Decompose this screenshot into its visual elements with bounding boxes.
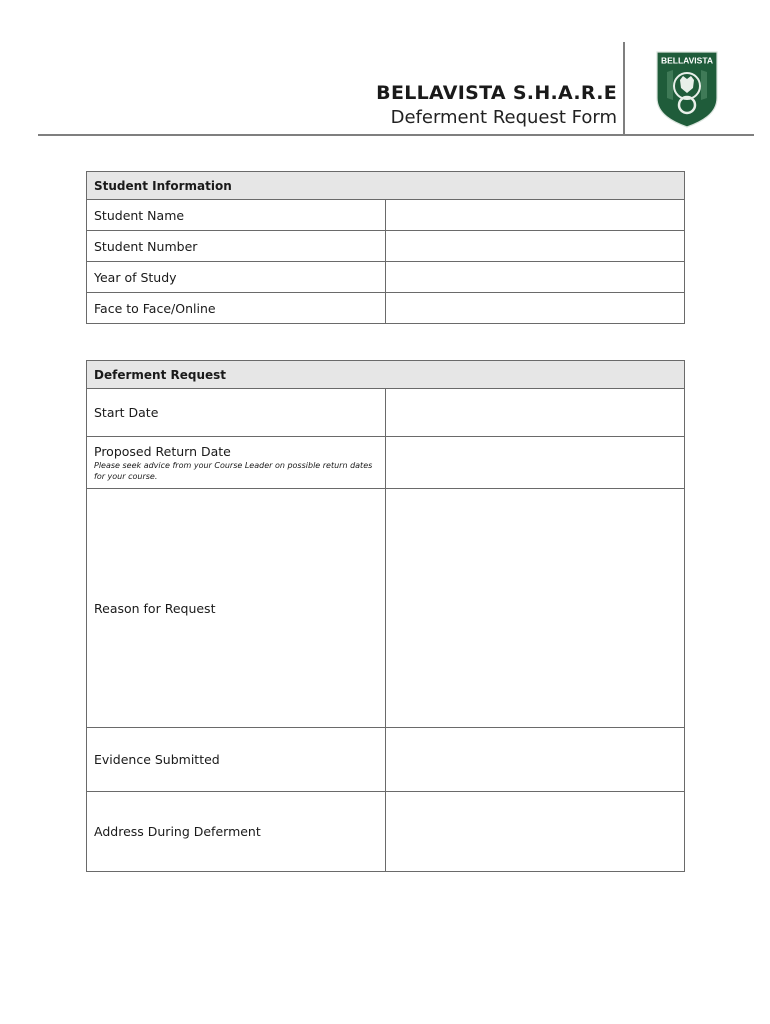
section-title-student-information: Student Information <box>87 172 685 200</box>
label-address-during-deferment: Address During Deferment <box>87 792 386 872</box>
form-title: Deferment Request Form <box>390 107 617 128</box>
address-during-deferment-field[interactable] <box>386 792 685 872</box>
attendance-mode-field[interactable] <box>386 293 685 324</box>
logo-text: BELLAVISTA <box>660 55 714 66</box>
student-name-field[interactable] <box>386 200 685 231</box>
label-student-number: Student Number <box>87 231 386 262</box>
reason-for-request-field[interactable] <box>386 489 685 728</box>
label-reason-for-request: Reason for Request <box>87 489 386 728</box>
year-of-study-field[interactable] <box>386 262 685 293</box>
label-student-name: Student Name <box>87 200 386 231</box>
student-information-table <box>86 171 685 324</box>
deferment-request-table <box>86 360 685 872</box>
student-number-field[interactable] <box>386 231 685 262</box>
label-start-date: Start Date <box>87 389 386 437</box>
section-title-deferment-request: Deferment Request <box>87 361 685 389</box>
label-attendance-mode: Face to Face/Online <box>87 293 386 324</box>
header-vertical-divider <box>623 42 625 136</box>
start-date-field[interactable] <box>386 389 685 437</box>
evidence-submitted-field[interactable] <box>386 728 685 792</box>
return-date-hint: Please seek advice from your Course Leader on possible return dates for your course. <box>94 460 373 481</box>
bellavista-crest-logo <box>653 50 721 128</box>
header-divider <box>38 134 754 136</box>
proposed-return-date-field[interactable] <box>386 437 685 489</box>
proposed-return-date-cell <box>87 437 386 489</box>
label-year-of-study: Year of Study <box>87 262 386 293</box>
label-evidence-submitted: Evidence Submitted <box>87 728 386 792</box>
label-proposed-return-date: Proposed Return Date <box>94 443 231 459</box>
organization-name: BELLAVISTA S.H.A.R.E <box>376 82 617 104</box>
